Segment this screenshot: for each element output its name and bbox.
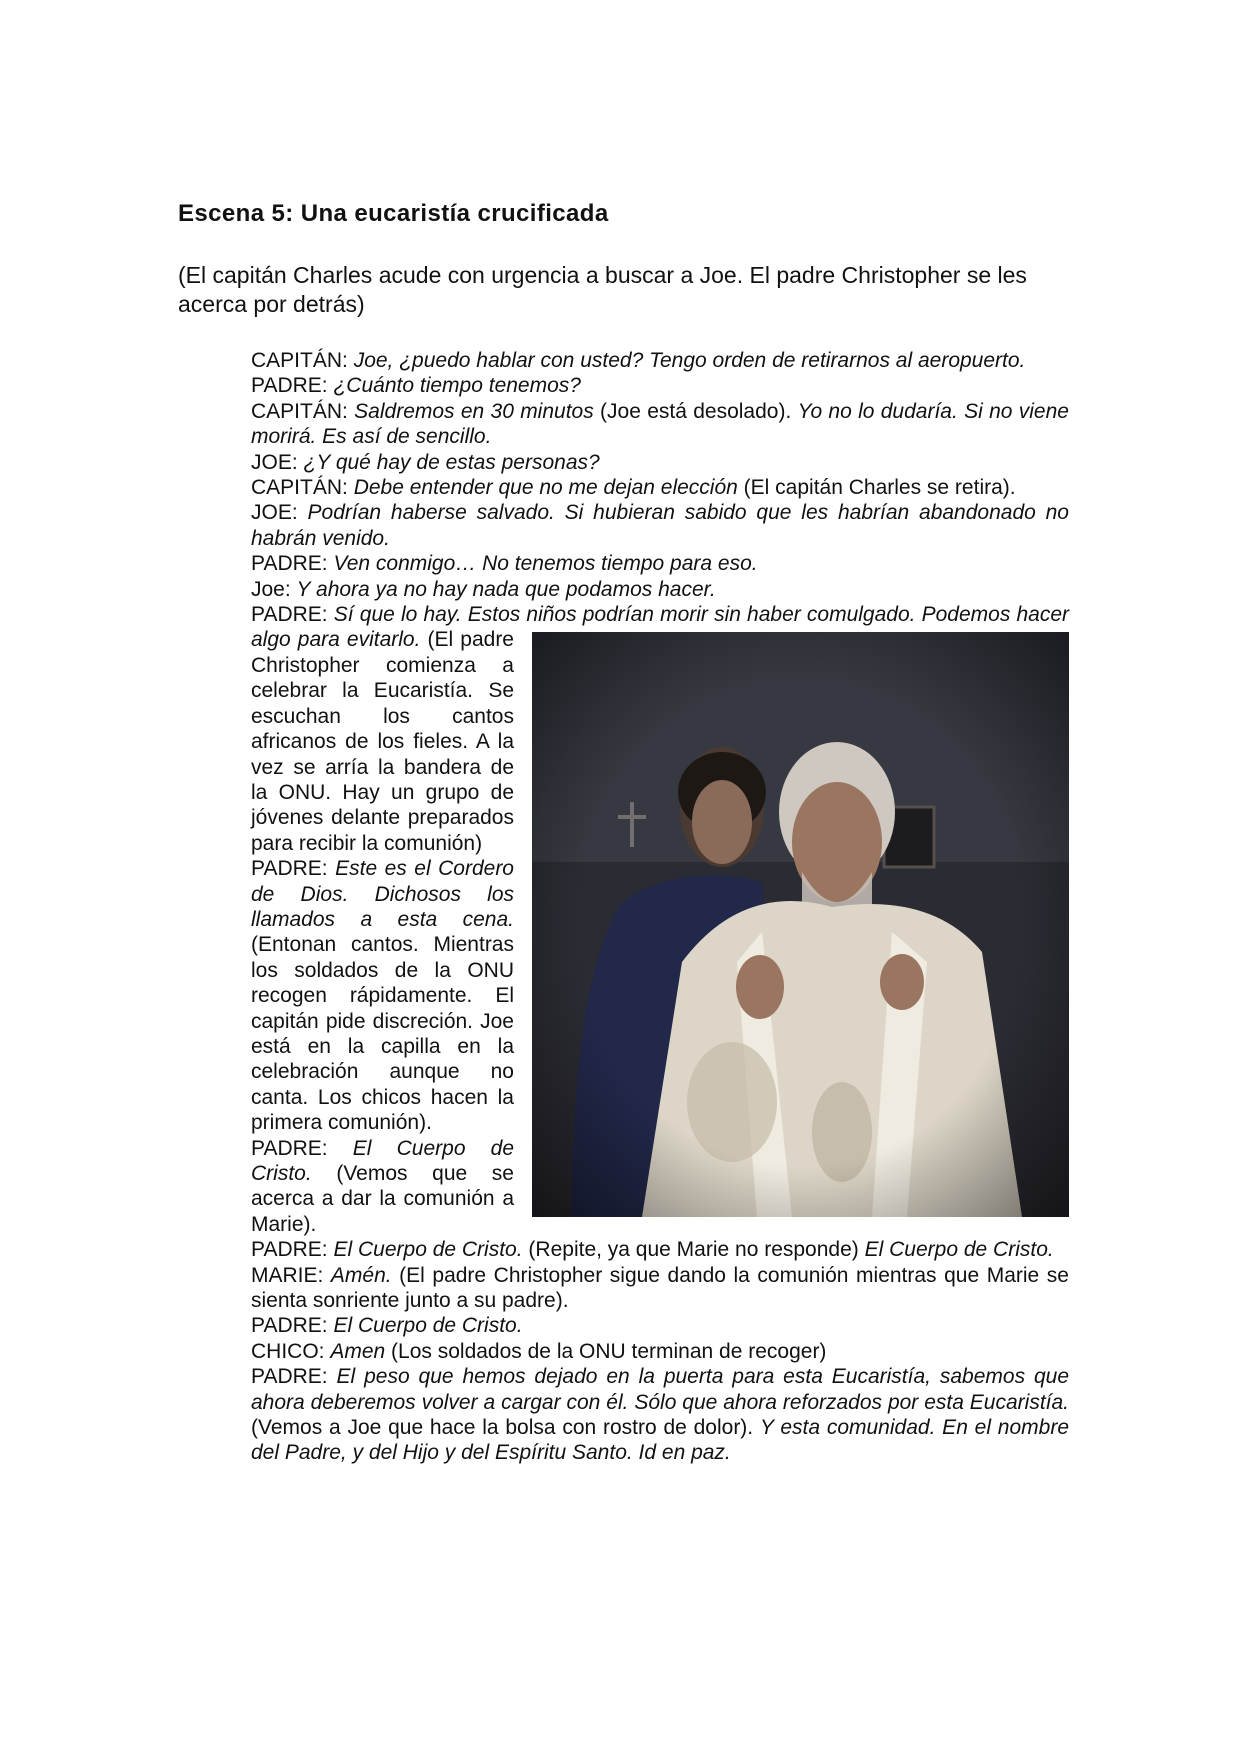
- dialogue-line: [251, 1364, 1069, 1466]
- dialogue-line: [251, 450, 1069, 475]
- dialogue-line: [251, 1237, 1069, 1262]
- stage-direction: (El padre Christopher sigue dando la comunión mientras que Marie se sienta sonriente junto a su padre).: [251, 1263, 1069, 1313]
- dialogue-line: [251, 348, 1069, 373]
- speech: El Cuerpo de Cristo.: [333, 1314, 523, 1338]
- stage-direction: (Repite, ya que Marie no responde): [528, 1238, 859, 1262]
- speech: Sí que lo hay. Estos niños podrían morir sin haber comulgado. Podemos hacer algo para evitarlo.: [251, 603, 1070, 652]
- speaker: PADRE:: [251, 1314, 328, 1338]
- speaker: JOE:: [251, 450, 298, 474]
- photo-illustration: [532, 632, 1069, 1217]
- speaker: CAPITÁN:: [251, 349, 348, 372]
- speech: El Cuerpo de Cristo.: [333, 1238, 523, 1262]
- speech: Saldremos en 30 minutos: [354, 399, 594, 423]
- scene-photo: [532, 632, 1069, 1217]
- speech: Yo no lo dudaría. Si no viene morirá. Es así de sencillo.: [251, 399, 1069, 449]
- speech: El Cuerpo de Cristo.: [251, 1136, 514, 1185]
- speaker: PADRE:: [251, 1365, 328, 1389]
- speaker: JOE:: [251, 501, 298, 525]
- stage-direction: (Entonan cantos. Mientras los soldados de la ONU recogen rápidamente. El capitán pide discreción. Joe está en la capilla en la celebración aunque no canta. Los chicos hacen la primera comunión).: [251, 933, 514, 1135]
- dialogue-line: [251, 577, 1069, 602]
- scene-title: Escena 5: Una eucaristía crucificada: [178, 200, 609, 227]
- speaker: PADRE:: [251, 374, 328, 398]
- dialogue-line: [251, 1339, 1069, 1364]
- speaker: MARIE:: [251, 1263, 324, 1287]
- speech: Amén.: [330, 1263, 392, 1287]
- dialogue-line: [251, 399, 1069, 450]
- speech: Ven conmigo… No tenemos tiempo para eso.: [333, 552, 758, 576]
- speaker: PADRE:: [251, 603, 328, 627]
- speaker: Joe:: [251, 577, 291, 601]
- speech: ¿Y qué hay de estas personas?: [303, 450, 600, 474]
- dialogue-line: [251, 373, 1069, 398]
- stage-direction: (Vemos a Joe que hace la bolsa con rostro de dolor).: [251, 1416, 754, 1440]
- stage-direction: (El capitán Charles se retira).: [743, 476, 1016, 500]
- speaker: PADRE:: [251, 1136, 328, 1160]
- speech: ¿Cuánto tiempo tenemos?: [333, 374, 581, 398]
- dialogue-line: [251, 1313, 1069, 1338]
- speech: Y ahora ya no hay nada que podamos hacer.: [296, 577, 716, 601]
- speech: Podrían haberse salvado. Si hubieran sabido que les habrían abandonado no habrán venido.: [251, 501, 1069, 550]
- speech: El Cuerpo de Cristo.: [864, 1238, 1054, 1262]
- scene-intro: (El capitán Charles acude con urgencia a buscar a Joe. El padre Christopher se les acerca por detrás): [178, 262, 1027, 317]
- stage-direction: (Los soldados de la ONU terminan de recoger): [391, 1339, 827, 1363]
- dialogue-line: [251, 475, 1069, 500]
- speaker: CHICO:: [251, 1339, 325, 1363]
- stage-direction: (El padre Christopher comienza a celebrar la Eucaristía. Se escuchan los cantos africanos de los fieles. A la vez se arría la bandera de la ONU. Hay un grupo de jóvenes delante preparados para recibir la comunión): [251, 628, 514, 855]
- speaker: PADRE:: [251, 552, 328, 576]
- speech: Amen: [330, 1339, 386, 1363]
- dialogue-line: [251, 551, 1069, 576]
- speech: Y esta comunidad. En el nombre del Padre, y del Hijo y del Espíritu Santo. Id en paz.: [251, 1416, 1069, 1465]
- speech: Este es el Cordero de Dios. Dichosos los llamados a esta cena.: [251, 857, 514, 931]
- speaker: CAPITÁN:: [251, 399, 348, 423]
- speaker: PADRE:: [251, 1238, 328, 1262]
- speech: Debe entender que no me dejan elección: [353, 476, 738, 500]
- stage-direction: (Joe está desolado).: [600, 399, 792, 423]
- stage-direction: (Vemos que se acerca a dar la comunión a Marie).: [251, 1162, 514, 1236]
- dialogue-line: [251, 500, 1069, 551]
- speech: El peso que hemos dejado en la puerta para esta Eucaristía, sabemos que ahora deberemos volver a cargar con él. Sólo que ahora reforzados por esta Eucaristía.: [251, 1365, 1070, 1414]
- speaker: CAPITÁN:: [251, 476, 348, 500]
- speaker: PADRE:: [251, 857, 328, 881]
- dialogue-line: [251, 1263, 1069, 1314]
- dialogue-line: [251, 602, 1069, 856]
- speech: Joe, ¿puedo hablar con usted? Tengo orden de retirarnos al aeropuerto.: [353, 349, 1026, 372]
- script-body: [251, 348, 1069, 1466]
